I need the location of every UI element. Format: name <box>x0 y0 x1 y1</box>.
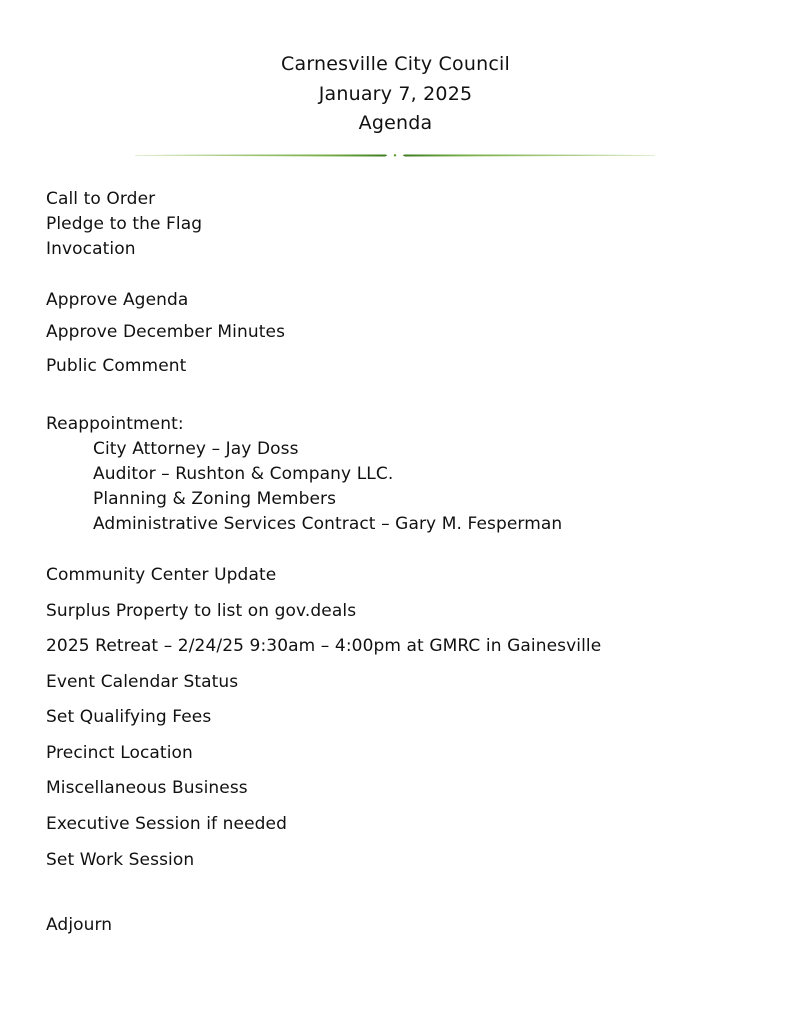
reappointment-item: Administrative Services Contract – Gary M. Fesperman <box>93 514 563 534</box>
divider-center-dot <box>394 154 396 156</box>
divider-right-stroke <box>403 154 655 156</box>
agenda-item: Approve Agenda <box>46 290 189 310</box>
agenda-item: Miscellaneous Business <box>46 778 248 798</box>
council-name: Carnesville City Council <box>281 53 510 75</box>
agenda-item: Surplus Property to list on gov.deals <box>46 601 357 621</box>
meeting-date: January 7, 2025 <box>318 82 473 105</box>
reappointment-item: Auditor – Rushton & Company LLC. <box>93 464 394 484</box>
agenda-item: Community Center Update <box>46 565 277 585</box>
agenda-item: 2025 Retreat – 2/24/25 9:30am – 4:00pm at GMRC in Gainesville <box>46 636 602 656</box>
agenda-item: Precinct Location <box>46 743 193 763</box>
reappointment-heading: Reappointment: <box>46 414 184 434</box>
agenda-item: Set Work Session <box>46 850 195 870</box>
reappointment-item: Planning & Zoning Members <box>93 489 337 509</box>
decorative-divider <box>133 146 657 166</box>
page-title: Agenda <box>358 112 433 134</box>
agenda-item: Event Calendar Status <box>46 672 239 692</box>
agenda-item: Invocation <box>46 239 136 259</box>
agenda-item: Public Comment <box>46 356 187 376</box>
agenda-item: Executive Session if needed <box>46 814 287 834</box>
agenda-header <box>0 50 791 139</box>
reappointment-item: City Attorney – Jay Doss <box>93 439 299 459</box>
agenda-item: Pledge to the Flag <box>46 214 203 234</box>
agenda-item: Set Qualifying Fees <box>46 707 212 727</box>
divider-left-stroke <box>135 154 387 156</box>
adjourn-item: Adjourn <box>46 915 113 935</box>
agenda-item: Call to Order <box>46 189 156 209</box>
agenda-item: Approve December Minutes <box>46 322 286 342</box>
